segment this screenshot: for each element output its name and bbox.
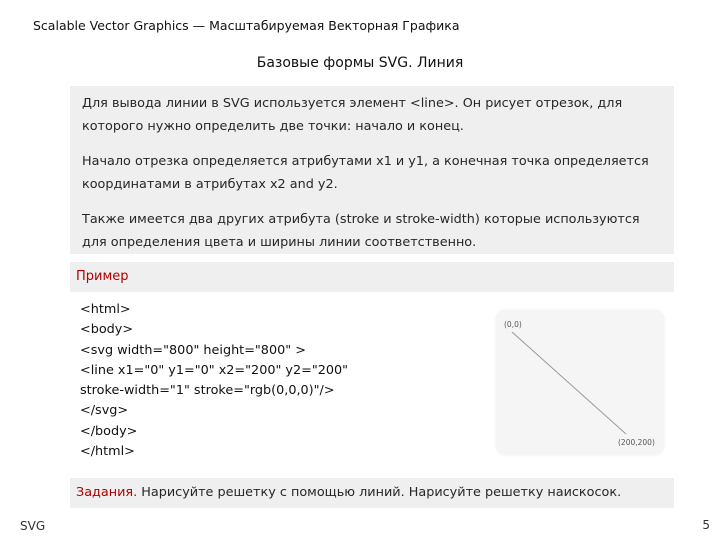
description-paragraph-2: Начало отрезка определяется атрибутами x1 и y1, а конечная точка определяется координатами в атрибутах x2 and y2.	[82, 154, 649, 192]
code-line: <html>	[80, 302, 131, 317]
description-paragraph-3: Также имеется два других атрибута (stroke и stroke-width) которые используются для определения цвета и ширины линии соответственно.	[82, 212, 640, 250]
preview-start-label: (0,0)	[504, 320, 522, 329]
code-line: </body>	[80, 423, 138, 439]
code-line: <line x1="0" y1="0" x2="200" y2="200"	[80, 362, 349, 378]
page-number: 5	[702, 518, 710, 532]
slide-title: Базовые формы SVG. Линия	[256, 55, 464, 71]
example-heading-bar	[70, 262, 674, 292]
line-preview-canvas	[496, 310, 664, 455]
description-paragraph-1: Для вывода линии в SVG используется элемент <line>. Он рисует отрезок, для которого нужно определить две точки: начало и конец.	[82, 96, 623, 134]
preview-line	[512, 332, 626, 434]
footer-label: SVG	[20, 519, 46, 533]
code-line: stroke-width="1" stroke="rgb(0,0,0)"/>	[80, 383, 335, 399]
code-block	[80, 300, 380, 462]
code-line: </html>	[80, 444, 135, 460]
code-line: <body>	[80, 322, 134, 338]
task-label: Задания.	[76, 485, 138, 500]
line-preview	[496, 310, 664, 455]
header-title: Scalable Vector Graphics — Масштабируемая Векторная Графика	[33, 18, 460, 33]
description-box	[70, 86, 674, 254]
code-line: </svg>	[80, 403, 129, 419]
task-text: Нарисуйте решетку с помощью линий. Нарисуйте решетку наискосок.	[137, 485, 622, 500]
preview-end-label: (200,200)	[618, 438, 655, 447]
code-line: <svg width="800" height="800" >	[80, 342, 306, 358]
task-bar	[70, 478, 674, 508]
example-label: Пример	[76, 269, 129, 284]
